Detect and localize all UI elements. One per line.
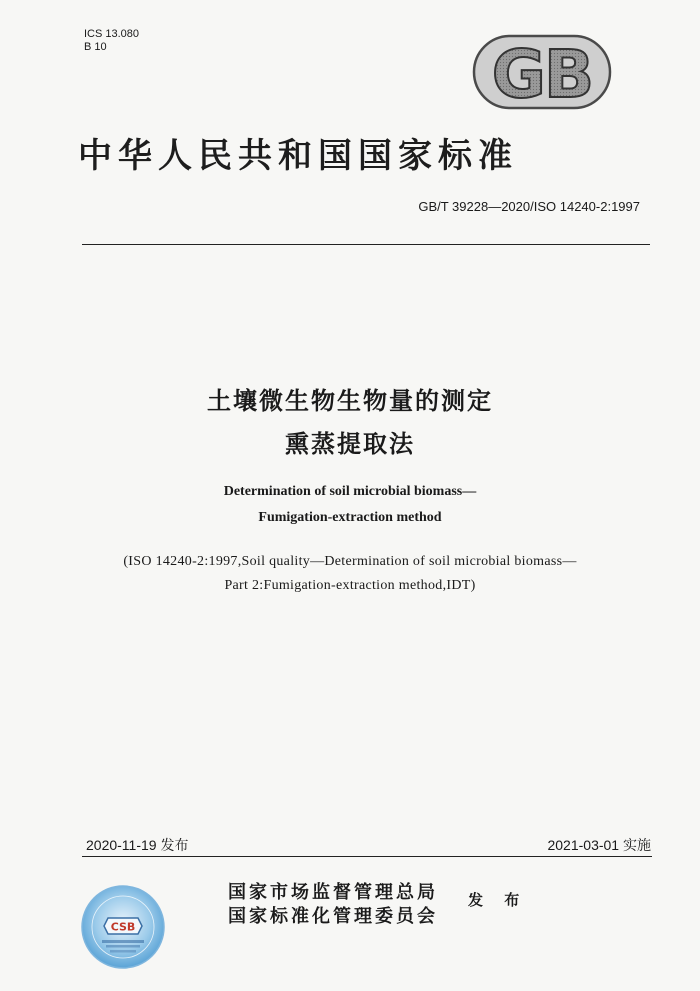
issue-date: 2020-11-19 发布 bbox=[86, 837, 189, 853]
iso-reference-line1: (ISO 14240-2:1997,Soil quality—Determination of soil microbial biomass— bbox=[123, 554, 577, 569]
header-divider bbox=[82, 244, 650, 245]
issuer-line2: 国家标准化管理委员会 bbox=[228, 906, 438, 927]
org-title: 中华人民共和国国家标准 bbox=[78, 136, 518, 176]
en-title-line2: Fumigation-extraction method bbox=[258, 510, 442, 525]
ccs-code: B 10 bbox=[84, 41, 107, 53]
publish-label: 发 布 bbox=[468, 891, 528, 909]
standard-number: GB/T 39228—2020/ISO 14240-2:1997 bbox=[418, 199, 640, 214]
classification-codes bbox=[84, 28, 139, 54]
cn-title-line2: 熏蒸提取法 bbox=[285, 430, 415, 458]
en-title-line1: Determination of soil microbial biomass— bbox=[223, 484, 477, 499]
gb-logo bbox=[472, 34, 612, 110]
seal-text: CSB bbox=[110, 920, 136, 934]
gb-logo-text: GB bbox=[491, 36, 593, 110]
iso-reference-line2: Part 2:Fumigation-extraction method,IDT) bbox=[224, 578, 476, 593]
footer-divider bbox=[82, 856, 652, 857]
anti-counterfeit-seal bbox=[80, 884, 166, 970]
implement-date: 2021-03-01 实施 bbox=[547, 837, 651, 853]
cn-title-line1: 土壤微生物生物量的测定 bbox=[207, 387, 493, 415]
ics-code: ICS 13.080 bbox=[84, 28, 140, 40]
issuer-line1: 国家市场监督管理总局 bbox=[228, 882, 438, 903]
